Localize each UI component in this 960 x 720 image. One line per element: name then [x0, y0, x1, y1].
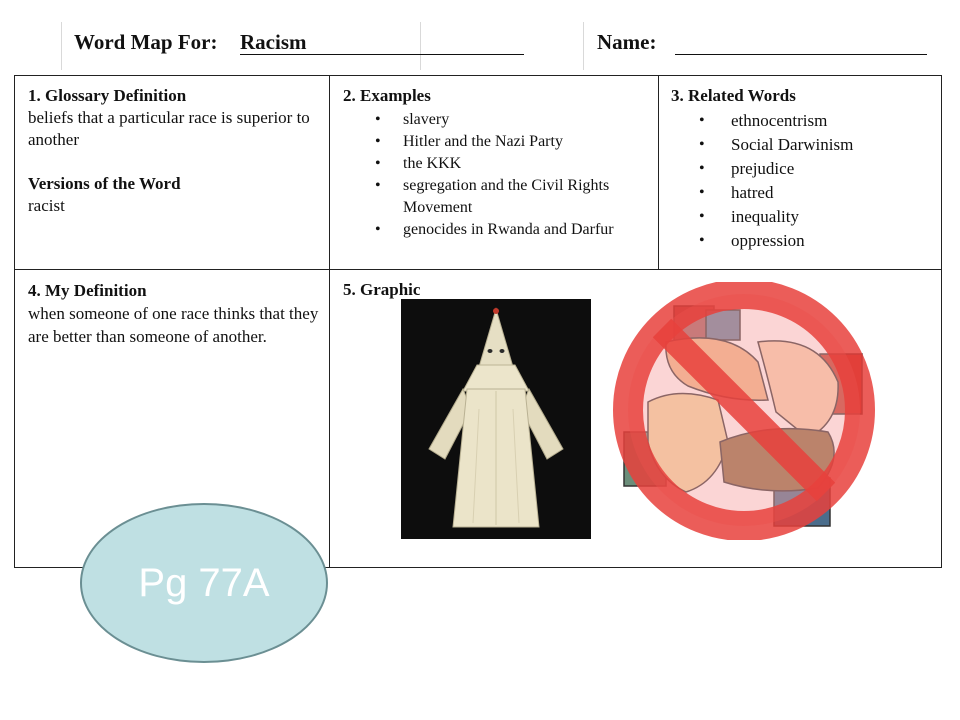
- page-number-badge: [80, 503, 328, 663]
- related-word-text: oppression: [731, 231, 805, 250]
- list-item: [671, 205, 937, 229]
- robe-illustration: [401, 299, 591, 539]
- name-label: Name:: [597, 30, 657, 54]
- bullet-icon: •: [699, 160, 705, 177]
- grid-divider-col2: [658, 75, 659, 270]
- list-item: [343, 131, 651, 153]
- list-item: [671, 181, 937, 205]
- list-item: [343, 109, 651, 131]
- related-word-text: Social Darwinism: [731, 135, 854, 154]
- klan-robe-image: [401, 299, 591, 539]
- list-item: [671, 157, 937, 181]
- header-divider-mid: [420, 22, 421, 70]
- page-number-label: Pg 77A: [138, 560, 270, 605]
- examples-list: [343, 109, 651, 241]
- glossary-heading: 1. Glossary Definition: [28, 86, 187, 105]
- bullet-icon: •: [699, 112, 705, 129]
- word-map-term: Racism: [240, 30, 307, 54]
- glossary-cell: [28, 85, 318, 217]
- bullet-icon: •: [375, 155, 381, 172]
- list-item: [671, 229, 937, 253]
- list-item: [671, 109, 937, 133]
- my-definition-text: when someone of one race thinks that they are better than someone of another.: [28, 304, 319, 346]
- term-underline: [240, 54, 524, 55]
- bullet-icon: •: [699, 232, 705, 249]
- versions-text: racist: [28, 196, 65, 215]
- bullet-icon: •: [375, 133, 381, 150]
- my-definition-cell: [28, 279, 322, 348]
- grid-divider-row: [14, 269, 942, 270]
- name-blank-line: [675, 54, 927, 55]
- related-word-text: hatred: [731, 183, 774, 202]
- grid-divider-col1: [329, 75, 330, 568]
- bullet-icon: •: [699, 208, 705, 225]
- example-text: the KKK: [403, 155, 462, 172]
- example-text: slavery: [403, 111, 450, 128]
- list-item: [343, 153, 651, 175]
- no-racism-hands-image: [608, 282, 880, 540]
- related-words-cell: [671, 85, 937, 253]
- header-divider-left: [61, 22, 62, 70]
- hands-illustration: [608, 282, 880, 540]
- bullet-icon: •: [375, 221, 381, 238]
- examples-cell: [343, 85, 651, 241]
- header-divider-right: [583, 22, 584, 70]
- graphic-heading: 5. Graphic: [343, 280, 421, 299]
- related-word-text: ethnocentrism: [731, 111, 828, 130]
- example-text: Hitler and the Nazi Party: [403, 133, 563, 150]
- bullet-icon: •: [699, 184, 705, 201]
- word-map-title-label: Word Map For:: [74, 30, 218, 54]
- example-text: genocides in Rwanda and Darfur: [403, 221, 614, 238]
- my-definition-heading: 4. My Definition: [28, 281, 147, 300]
- bullet-icon: •: [375, 177, 381, 194]
- list-item: [671, 133, 937, 157]
- list-item: [343, 175, 651, 219]
- related-word-text: prejudice: [731, 159, 795, 178]
- bullet-icon: •: [699, 136, 705, 153]
- related-word-text: inequality: [731, 207, 799, 226]
- examples-heading: 2. Examples: [343, 86, 431, 105]
- versions-heading: Versions of the Word: [28, 174, 181, 193]
- related-words-heading: 3. Related Words: [671, 86, 796, 105]
- list-item: [343, 219, 651, 241]
- glossary-definition: beliefs that a particular race is superior to another: [28, 108, 310, 149]
- graphic-cell: [343, 279, 543, 301]
- bullet-icon: •: [375, 111, 381, 128]
- related-words-list: [671, 109, 937, 253]
- example-text: segregation and the Civil Rights Movement: [403, 177, 610, 216]
